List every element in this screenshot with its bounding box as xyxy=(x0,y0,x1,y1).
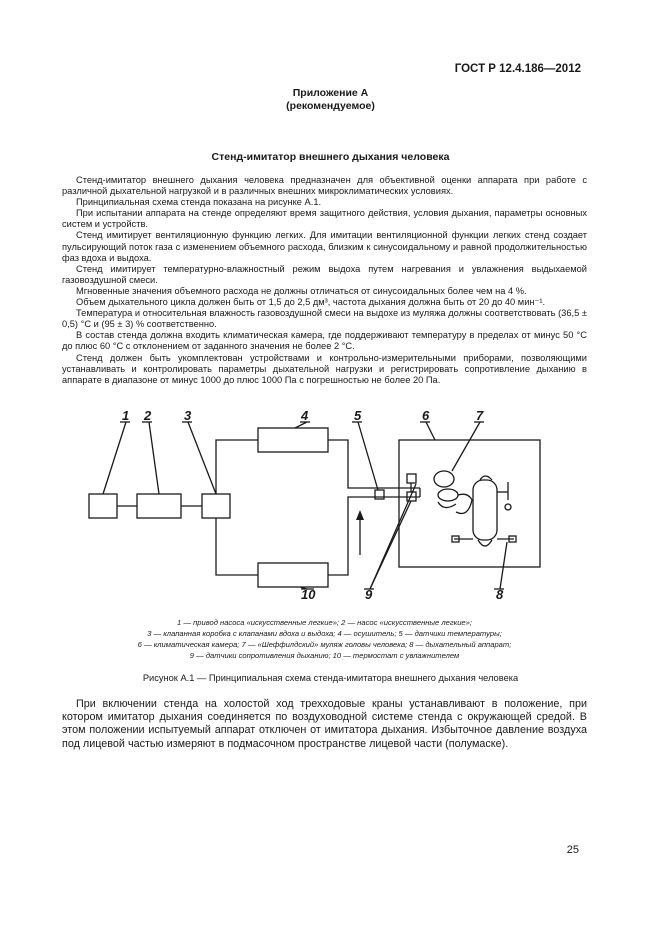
label-1: 1 xyxy=(122,408,130,423)
paragraph: Температура и относительная влажность газовоздушной смеси на выдохе из муляжа должны соответствовать (36,5 ± 0,5) °С и (95 ± 3) % соответственно. xyxy=(62,308,587,330)
section-title: Стенд-имитатор внешнего дыхания человека xyxy=(211,151,450,163)
schematic-diagram xyxy=(60,400,560,610)
paragraph: Стенд-имитатор внешнего дыхания человека предназначен для объективной оценки аппарата при работе с различной дыхательной нагрузкой и в различных внешних микроклиматических условиях. xyxy=(62,175,587,197)
paragraph: При включении стенда на холостой ход трехходовые краны устанавливают в положение, при котором имитатор дыхания соединяется по воздуховодной системе стенда с окружающей средой. В этом положении испытуемый аппарат отключен от имитатора дыхания. Избыточное давление воздуха под лицевой частью измеряют в подмасочном пространстве лицевой части (полумаске). xyxy=(62,698,587,750)
legend-line: 3 — клапанная коробка с клапанами вдоха и выдоха; 4 — осушитель; 5 — датчики температуры; xyxy=(147,629,502,638)
page-number: 25 xyxy=(566,844,579,856)
label-2: 2 xyxy=(144,408,152,423)
label-9: 9 xyxy=(365,587,373,602)
body-text-after xyxy=(62,698,587,751)
pump-drive-block xyxy=(89,494,117,518)
body-text xyxy=(62,175,587,386)
document-code: ГОСТ Р 12.4.186—2012 xyxy=(454,63,581,75)
paragraph: Мгновенные значения объемного расхода не должны отличаться от синусоидальных более чем на 4 %. xyxy=(76,285,527,296)
schematic-figure xyxy=(60,400,560,615)
appendix-title: Приложение А xyxy=(292,87,369,99)
label-6: 6 xyxy=(422,408,430,423)
figure-legend xyxy=(62,617,587,661)
label-4: 4 xyxy=(301,408,309,423)
pressure-sensor xyxy=(407,474,416,483)
dryer-block xyxy=(258,428,328,452)
breathing-apparatus xyxy=(473,480,497,540)
paragraph: Объем дыхательного цикла должен быть от 1,5 до 2,5 дм³, частота дыхания должна быть от 20 до 40 мин⁻¹. xyxy=(76,297,546,308)
paragraph: Стенд имитирует температурно-влажностный режим выдоха путем нагревания и увлажнения выдыхаемой газовоздушной смеси. xyxy=(62,263,587,285)
climate-chamber xyxy=(399,440,540,567)
appendix-heading xyxy=(0,87,661,113)
paragraph: Стенд должен быть укомплектован устройствами и контрольно-измерительными приборами, позволяющими устанавливать и контролировать параметры дыхательной нагрузки и регистрировать сопротивление дыханию в аппарате в диапазоне от минус 1000 до плюс 1000 Па с погрешностью не более 20 Па. xyxy=(62,352,587,385)
figure-caption: Рисунок А.1 — Принципиальная схема стенда-имитатора внешнего дыхания человека xyxy=(142,673,519,683)
label-8: 8 xyxy=(496,587,504,602)
paragraph: При испытании аппарата на стенде определяют время защитного действия, условия дыхания, параметры основных систем и устройств. xyxy=(62,208,587,230)
label-3: 3 xyxy=(184,408,192,423)
flow-arrow-icon xyxy=(356,510,364,520)
paragraph: Принципиальная схема стенда показана на рисунке А.1. xyxy=(76,197,322,208)
thermostat-block xyxy=(258,563,328,587)
pump-block xyxy=(137,494,181,518)
label-7: 7 xyxy=(476,408,484,423)
legend-line: 9 — датчики сопротивления дыханию; 10 — термостат с увлажнителем xyxy=(189,651,460,660)
legend-line: 1 — привод насоса «искусственные легкие»; 2 — насос «искусственные легкие»; xyxy=(177,618,472,627)
label-5: 5 xyxy=(354,408,362,423)
valve-box-block xyxy=(202,494,230,518)
legend-line: 6 — климатическая камера; 7 — «Шеффилдский» муляж головы человека; 8 — дыхательный аппарат; xyxy=(137,640,512,649)
paragraph: Стенд имитирует вентиляционную функцию легких. Для имитации вентиляционной функции легких стенд создает пульсирующий поток газа с изменением объемного расхода, близким к синусоидальному и равной продолжительностью фаз вдоха и выдоха. xyxy=(62,230,587,263)
paragraph: В состав стенда должна входить климатическая камера, где поддерживают температуру в пределах от минус 50 °С до плюс 60 °С с отклонением от заданного значения не более 2 °С. xyxy=(62,330,587,352)
appendix-subtitle: (рекомендуемое) xyxy=(286,100,375,112)
label-10: 10 xyxy=(301,587,316,602)
